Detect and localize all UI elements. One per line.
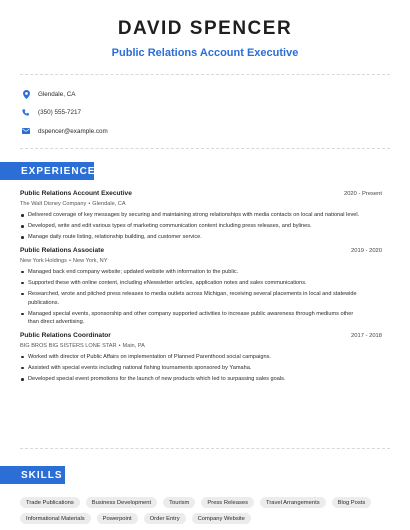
job-location: New York, NY <box>72 257 108 264</box>
candidate-name: DAVID SPENCER <box>117 18 293 39</box>
job-company: The Walt Disney Company <box>20 201 87 207</box>
job-dates: 2020 - Present <box>343 191 382 197</box>
contact-location <box>22 85 410 104</box>
contact-phone <box>22 104 410 123</box>
experience-divider <box>20 448 390 449</box>
skill-chip: Travel Arrangements <box>260 497 326 508</box>
job-bullet: Researched, wrote and pitched press releases to media outlets across Michigan, receiving several placements in local and statewide publications. <box>20 290 382 307</box>
job-bullet: Worked with director of Public Affairs on implementation of Planned Parenthood social campaigns. <box>20 353 382 362</box>
job-location: Main, PA <box>122 342 145 349</box>
resume-header <box>0 0 410 59</box>
job-bullets <box>20 268 382 327</box>
phone-icon <box>22 109 30 117</box>
job-entry <box>20 190 382 242</box>
job-bullets <box>20 211 382 242</box>
skill-chip: Informational Materials <box>20 513 91 524</box>
job-title: Public Relations Account Executive <box>20 190 132 197</box>
job-bullet: Manage daily route listing, relationship building, and customer service. <box>20 233 382 242</box>
job-dates: 2019 - 2020 <box>351 247 382 254</box>
contact-email-text: dspencer@example.com <box>38 127 108 135</box>
contact-phone-text: (350) 555-7217 <box>38 109 82 117</box>
skill-chip: Order Entry <box>144 513 186 524</box>
job-company-line: The Walt Disney Company • Glendale, CA <box>20 201 126 207</box>
contact-divider <box>20 148 390 149</box>
skill-chip: Tourism <box>163 497 195 508</box>
email-icon <box>22 127 30 135</box>
job-bullet: Developed, write and edit various types of marketing communication content including press releases, and bylines. <box>20 222 382 231</box>
skill-chip: Press Releases <box>201 497 254 508</box>
skill-chip: Business Development <box>86 497 157 508</box>
job-entry <box>20 247 382 327</box>
skill-chip: Blog Posts <box>332 497 372 508</box>
location-pin-icon <box>22 90 30 98</box>
job-bullet: Assisted with special events including national fishing tournaments sponsored by Yamaha. <box>20 364 382 373</box>
contact-list <box>0 75 410 141</box>
job-company-line: New York Holdings • New York, NY <box>20 257 108 264</box>
experience-section <box>20 190 382 389</box>
experience-heading: EXPERIENCE <box>0 162 94 180</box>
candidate-role: Public Relations Account Executive <box>111 47 299 59</box>
job-title: Public Relations Associate <box>20 246 105 254</box>
job-entry <box>20 332 382 384</box>
skills-list <box>20 497 390 524</box>
job-bullet: Supported these with online content, including eNewsletter articles, application notes and sales communications. <box>20 279 382 288</box>
job-dates: 2017 - 2018 <box>351 332 382 339</box>
job-location: Glendale, CA <box>92 201 126 207</box>
job-bullet: Managed special events, sponsorship and other company supported activities to increase public awareness through mediums other than direct advertising. <box>20 310 382 327</box>
job-company-line: BIG BROS BIG SISTERS LONE STAR • Main, PA <box>20 342 145 349</box>
job-company: New York Holdings <box>20 257 67 264</box>
contact-email <box>22 122 410 141</box>
skill-chip: Powerpoint <box>97 513 138 524</box>
skill-chip: Trade Publications <box>20 497 80 508</box>
job-title: Public Relations Coordinator <box>20 331 111 339</box>
job-bullet: Managed back end company website; updated website with information to the public. <box>20 268 382 277</box>
job-bullet: Delivered coverage of key messages by securing and maintaining strong relationships with media contacts on local and national level. <box>20 211 382 220</box>
skill-chip: Company Website <box>192 513 251 524</box>
job-bullets <box>20 353 382 384</box>
contact-location-text: Glendale, CA <box>38 90 76 98</box>
skills-heading: SKILLS <box>0 466 65 484</box>
job-bullet: Developed special event promotions for the launch of new products which led to surpassing sales goals. <box>20 375 382 384</box>
job-company: BIG BROS BIG SISTERS LONE STAR <box>20 342 117 349</box>
